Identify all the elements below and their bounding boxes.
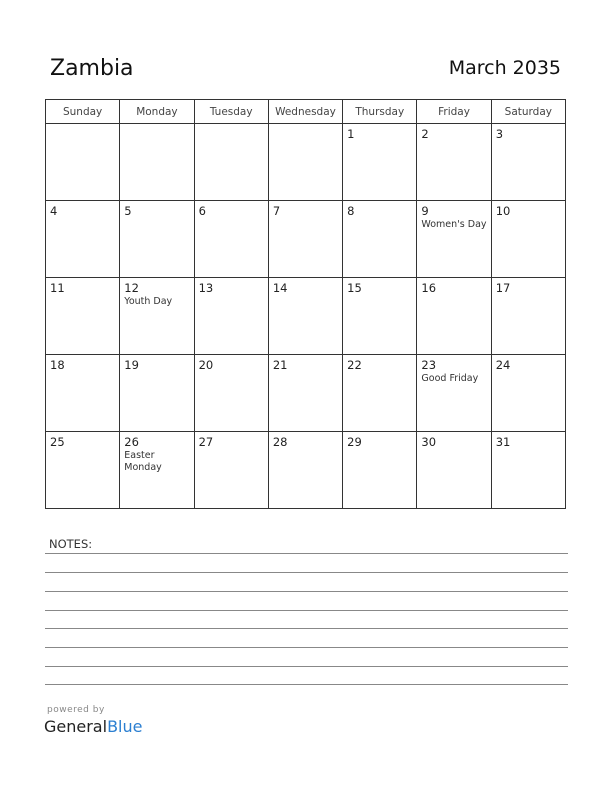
calendar-day-cell bbox=[343, 201, 417, 278]
day-number: 4 bbox=[50, 204, 58, 218]
weekday-header: Sunday bbox=[46, 100, 120, 124]
calendar-day-cell bbox=[46, 124, 120, 201]
holiday-label: Easter Monday bbox=[124, 450, 162, 473]
holiday-label: Good Friday bbox=[421, 373, 479, 384]
day-number: 22 bbox=[347, 358, 362, 372]
calendar-day-cell bbox=[120, 124, 194, 201]
calendar-day-cell bbox=[491, 124, 565, 201]
calendar-day-cell bbox=[194, 355, 268, 432]
weekday-header: Saturday bbox=[491, 100, 565, 124]
day-number: 16 bbox=[421, 281, 437, 295]
calendar-day-cell bbox=[491, 201, 565, 278]
note-line bbox=[45, 553, 568, 554]
day-number: 23 bbox=[421, 358, 437, 372]
day-number: 2 bbox=[421, 127, 429, 141]
day-number: 24 bbox=[495, 358, 511, 372]
calendar-day-cell bbox=[194, 278, 268, 355]
calendar-day-cell bbox=[194, 124, 268, 201]
calendar-day-cell bbox=[46, 278, 120, 355]
day-number: 9 bbox=[421, 204, 429, 218]
calendar-day-cell bbox=[120, 201, 194, 278]
weekday-header: Thursday bbox=[343, 100, 417, 124]
weekday-header: Monday bbox=[120, 100, 194, 124]
day-number: 30 bbox=[421, 435, 437, 449]
brand-name-general: General bbox=[44, 717, 108, 736]
day-number: 8 bbox=[347, 204, 355, 218]
holiday-label: Youth Day bbox=[124, 296, 173, 307]
calendar-day-cell bbox=[491, 278, 565, 355]
calendar-day-cell bbox=[417, 278, 491, 355]
day-number: 31 bbox=[495, 435, 511, 449]
calendar-week-row bbox=[46, 432, 566, 509]
day-number: 6 bbox=[198, 204, 206, 218]
brand-name-blue: Blue bbox=[107, 717, 143, 736]
day-number: 18 bbox=[50, 358, 65, 372]
calendar-day-cell bbox=[46, 432, 120, 509]
calendar-week-row bbox=[46, 201, 566, 278]
calendar-grid bbox=[45, 99, 566, 509]
calendar-day-cell bbox=[268, 355, 342, 432]
weekday-header: Tuesday bbox=[194, 100, 268, 124]
calendar-day-cell bbox=[343, 355, 417, 432]
note-line bbox=[45, 591, 568, 592]
calendar-week-row bbox=[46, 355, 566, 432]
calendar-day-cell bbox=[46, 355, 120, 432]
day-number: 19 bbox=[124, 358, 139, 372]
calendar-day-cell bbox=[268, 432, 342, 509]
calendar-day-cell bbox=[194, 201, 268, 278]
day-number: 1 bbox=[347, 127, 355, 141]
calendar-week-row bbox=[46, 124, 566, 201]
day-number: 17 bbox=[495, 281, 511, 295]
calendar-day-cell bbox=[268, 124, 342, 201]
calendar-day-cell bbox=[46, 201, 120, 278]
calendar-day-cell bbox=[268, 201, 342, 278]
day-number: 21 bbox=[272, 358, 288, 372]
day-number: 15 bbox=[347, 281, 362, 295]
note-line bbox=[45, 666, 568, 667]
note-line bbox=[45, 572, 568, 573]
calendar-day-cell bbox=[417, 432, 491, 509]
weekday-header-row bbox=[46, 100, 566, 124]
note-line bbox=[45, 628, 568, 629]
calendar-country-title: Zambia bbox=[50, 56, 134, 81]
calendar-day-cell bbox=[120, 278, 194, 355]
day-number: 28 bbox=[272, 435, 288, 449]
day-number: 11 bbox=[50, 281, 65, 295]
calendar-day-cell bbox=[417, 355, 491, 432]
day-number: 10 bbox=[495, 204, 511, 218]
day-number: 3 bbox=[495, 127, 504, 141]
powered-by-text: powered by bbox=[47, 705, 105, 715]
day-number: 20 bbox=[198, 358, 214, 372]
note-line bbox=[45, 684, 568, 685]
holiday-label: Women's Day bbox=[421, 219, 487, 230]
calendar-day-cell bbox=[343, 432, 417, 509]
calendar-day-cell bbox=[491, 355, 565, 432]
day-number: 25 bbox=[50, 435, 65, 449]
note-line bbox=[45, 610, 568, 611]
calendar-day-cell bbox=[268, 278, 342, 355]
calendar-day-cell bbox=[194, 432, 268, 509]
calendar-body bbox=[46, 124, 566, 509]
day-number: 12 bbox=[124, 281, 139, 295]
day-number: 27 bbox=[198, 435, 214, 449]
note-line bbox=[45, 647, 568, 648]
day-number: 29 bbox=[347, 435, 362, 449]
notes-label: NOTES: bbox=[49, 537, 93, 551]
day-number: 5 bbox=[124, 204, 132, 218]
weekday-header: Wednesday bbox=[268, 100, 342, 124]
generalblue-logo bbox=[44, 717, 142, 736]
calendar-day-cell bbox=[343, 278, 417, 355]
day-number: 7 bbox=[272, 204, 281, 218]
calendar-day-cell bbox=[343, 124, 417, 201]
day-number: 14 bbox=[272, 281, 288, 295]
day-number: 13 bbox=[198, 281, 214, 295]
calendar-day-cell bbox=[491, 432, 565, 509]
weekday-header: Friday bbox=[417, 100, 491, 124]
calendar-day-cell bbox=[120, 355, 194, 432]
calendar-month-year: March 2035 bbox=[448, 57, 561, 79]
calendar-day-cell bbox=[417, 124, 491, 201]
calendar-day-cell bbox=[120, 432, 194, 509]
calendar-week-row bbox=[46, 278, 566, 355]
day-number: 26 bbox=[124, 435, 139, 449]
calendar-day-cell bbox=[417, 201, 491, 278]
